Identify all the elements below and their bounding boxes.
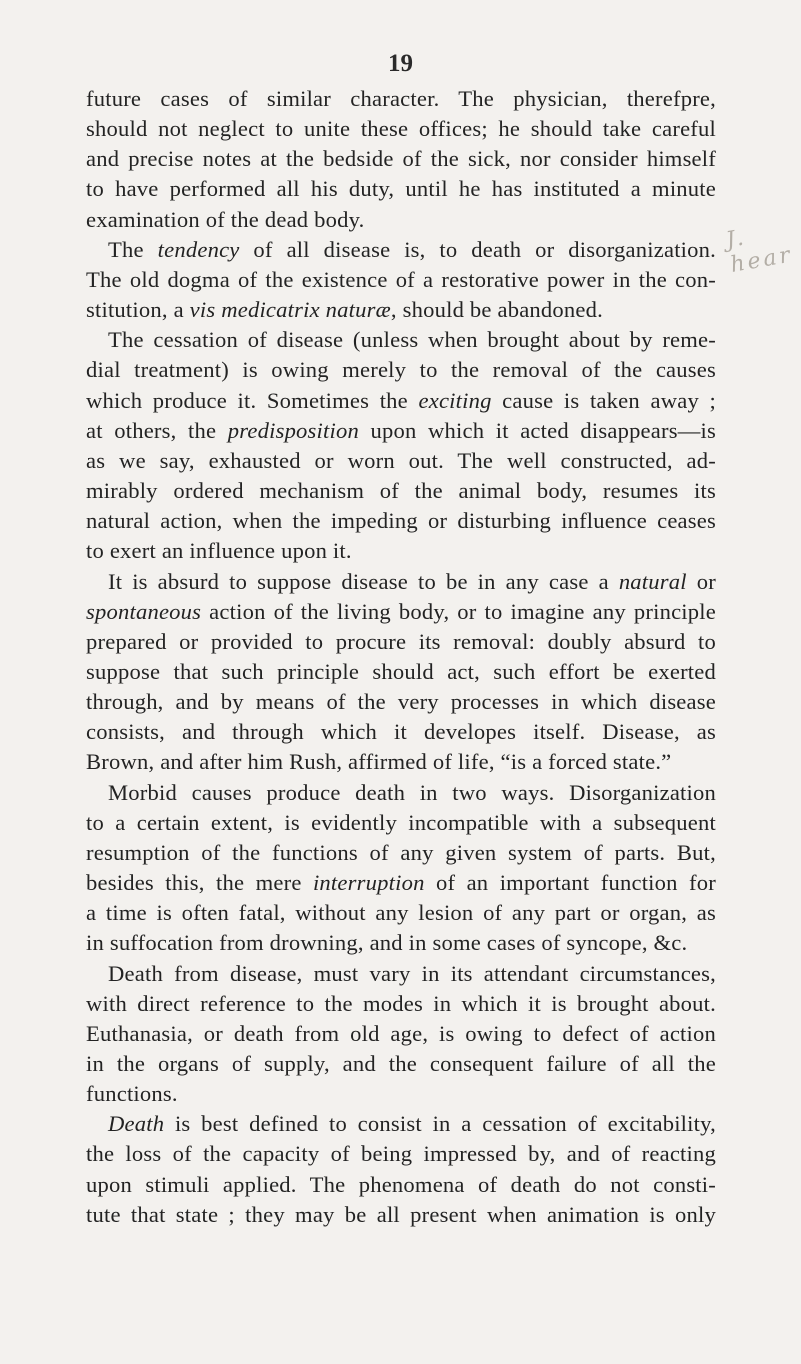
handwritten-margin-note: J. hear xyxy=(724,225,795,278)
text-segment: should not neglect to unite these offices; he should take careful xyxy=(86,116,716,142)
text-segment: It is absurd to suppose disease to be in any case a xyxy=(108,568,619,594)
text-segment: The old dogma of the existence of a restorative power in the con- xyxy=(86,266,716,292)
text-line xyxy=(86,295,716,325)
text-segment: stitution, a xyxy=(86,297,190,323)
italic-text: spontaneous xyxy=(86,598,202,624)
text-line xyxy=(86,1200,716,1230)
text-line xyxy=(86,898,716,928)
italic-text: natural xyxy=(618,568,687,594)
text-line xyxy=(86,838,716,868)
text-segment: and precise notes at the bedside of the sick, nor consider himself xyxy=(86,146,716,172)
text-segment: in suffocation from drowning, and in some cases of syncope, &c. xyxy=(86,930,688,956)
text-line xyxy=(86,1079,716,1109)
text-line xyxy=(86,355,716,385)
italic-text: exciting xyxy=(418,387,492,413)
text-segment: at others, the xyxy=(86,417,228,443)
text-line xyxy=(86,717,716,747)
text-segment: to a certain extent, is evidently incompatible with a subsequent xyxy=(86,809,716,835)
text-segment: to exert an influence upon it. xyxy=(86,538,352,564)
text-segment: upon stimuli applied. The phenomena of death do not consti- xyxy=(86,1171,716,1197)
text-line xyxy=(86,235,716,265)
page-number: 19 xyxy=(388,50,413,77)
text-segment: upon which it acted disappears—is xyxy=(358,417,716,443)
text-line xyxy=(86,868,716,898)
text-line xyxy=(86,325,716,355)
text-segment: natural action, when the impeding or disturbing influence ceases xyxy=(86,508,716,534)
text-line xyxy=(86,627,716,657)
text-line xyxy=(86,747,716,777)
text-segment: to have performed all his duty, until he has instituted a minute xyxy=(86,176,716,202)
text-line xyxy=(86,1019,716,1049)
italic-text: vis medicatrix naturæ xyxy=(189,297,391,323)
text-line xyxy=(86,657,716,687)
text-segment: mirably ordered mechanism of the animal body, resumes its xyxy=(86,478,716,504)
text-line xyxy=(86,536,716,566)
text-segment: functions. xyxy=(86,1081,178,1107)
text-segment: or xyxy=(686,568,716,594)
text-line xyxy=(86,114,716,144)
text-line xyxy=(86,265,716,295)
italic-text: interruption xyxy=(312,870,425,896)
text-segment: Death from disease, must vary in its attendant circumstances, xyxy=(108,960,716,986)
text-segment: of all disease is, to death or disorganization. xyxy=(239,236,716,262)
text-segment: as we say, exhausted or worn out. The well constructed, ad- xyxy=(86,447,716,473)
italic-text: Death xyxy=(108,1111,165,1137)
text-line xyxy=(86,416,716,446)
text-segment: , should be abandoned. xyxy=(390,297,603,323)
italic-text: predisposition xyxy=(227,417,359,443)
text-segment: with direct reference to the modes in which it is brought about. xyxy=(86,990,716,1016)
text-line xyxy=(86,174,716,204)
text-segment: the loss of the capacity of being impressed by, and of reacting xyxy=(86,1141,716,1167)
text-line xyxy=(86,959,716,989)
text-segment: in the organs of supply, and the consequent failure of all the xyxy=(86,1051,716,1076)
body-text xyxy=(86,84,716,1230)
text-line xyxy=(86,1049,716,1079)
text-line xyxy=(86,144,716,174)
text-line xyxy=(86,476,716,506)
text-segment: Brown, and after him Rush, affirmed of life, “is a forced state.” xyxy=(86,749,672,775)
text-segment: Euthanasia, or death from old age, is owing to defect of action xyxy=(86,1020,716,1046)
text-line xyxy=(86,928,716,958)
text-segment: tute that state ; they may be all present when animation is only xyxy=(86,1201,716,1227)
text-line xyxy=(86,1109,716,1139)
text-line xyxy=(86,446,716,476)
italic-text: tendency xyxy=(157,236,240,262)
text-line xyxy=(86,567,716,597)
text-segment: which produce it. Sometimes the xyxy=(86,387,419,413)
text-segment: through, and by means of the very processes in which disease xyxy=(86,689,716,715)
text-segment: resumption of the functions of any given system of parts. But, xyxy=(86,839,716,865)
text-line xyxy=(86,205,716,235)
text-segment: besides this, the mere xyxy=(86,870,313,896)
text-line xyxy=(86,1139,716,1169)
text-line xyxy=(86,597,716,627)
text-segment: The xyxy=(108,236,158,262)
text-segment: cause is taken away ; xyxy=(491,387,716,413)
text-line xyxy=(86,808,716,838)
text-segment: a time is often fatal, without any lesion of any part or organ, as xyxy=(86,900,716,926)
text-segment: action of the living body, or to imagine any principle xyxy=(201,598,716,624)
text-line xyxy=(86,1170,716,1200)
text-line xyxy=(86,506,716,536)
text-segment: Morbid causes produce death in two ways. Disorganization xyxy=(108,779,716,805)
text-segment: future cases of similar character. The physician, therefpre, xyxy=(86,86,716,111)
text-segment: examination of the dead body. xyxy=(86,206,365,232)
text-segment: suppose that such principle should act, such effort be exerted xyxy=(86,658,716,684)
text-line xyxy=(86,687,716,717)
text-line xyxy=(86,778,716,808)
text-segment: The cessation of disease (unless when brought about by reme- xyxy=(108,327,716,353)
text-segment: dial treatment) is owing merely to the removal of the causes xyxy=(86,357,716,383)
text-segment: prepared or provided to procure its removal: doubly absurd to xyxy=(86,628,716,654)
text-line xyxy=(86,84,716,114)
text-line xyxy=(86,989,716,1019)
text-segment: of an important function for xyxy=(424,870,716,896)
text-segment: consists, and through which it developes itself. Disease, as xyxy=(86,719,716,745)
text-segment: is best defined to consist in a cessation of excitability, xyxy=(164,1111,716,1137)
text-line xyxy=(86,386,716,416)
